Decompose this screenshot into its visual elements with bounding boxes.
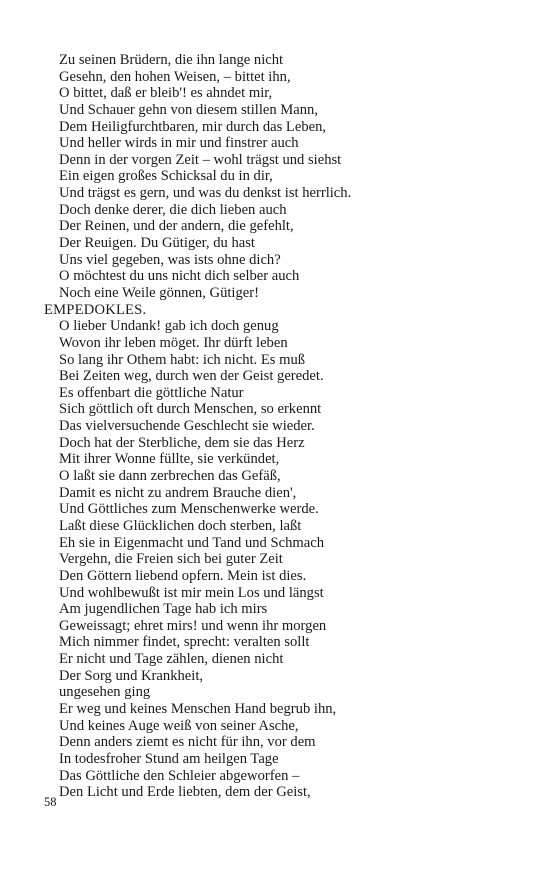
verse-line: Ein eigen großes Schicksal du in dir, xyxy=(59,168,273,185)
verse-line: O möchtest du uns nicht dich selber auch xyxy=(59,268,300,285)
verse-line: Das vielversuchende Geschlecht sie wieder. xyxy=(59,418,315,435)
verse-line: Und wohlbewußt ist mir mein Los und längst xyxy=(59,584,324,601)
verse-line: Wovon ihr leben möget. Ihr dürft leben xyxy=(59,334,288,351)
verse-line: Den Göttern liebend opfern. Mein ist dies. xyxy=(59,567,307,584)
verse-line: Und Göttliches zum Menschenwerke werde. xyxy=(59,501,319,518)
verse-line: Damit es nicht zu andrem Brauche dien', xyxy=(59,484,297,501)
verse-line: Eh sie in Eigenmacht und Tand und Schmach xyxy=(59,534,324,551)
verse-text-block xyxy=(44,52,524,801)
verse-line: Und keines Auge weiß von seiner Asche, xyxy=(59,717,299,734)
verse-line: Sich göttlich oft durch Menschen, so erkennt xyxy=(59,401,322,418)
verse-line: Und trägst es gern, und was du denkst ist herrlich. xyxy=(59,185,352,202)
verse-line: Noch eine Weile gönnen, Gütiger! xyxy=(59,284,259,301)
verse-line: O bittet, daß er bleib'! es ahndet mir, xyxy=(59,85,273,102)
verse-line: Denn anders ziemt es nicht für ihn, vor dem xyxy=(59,734,316,751)
verse-line: Der Sorg und Krankheit, xyxy=(59,667,204,684)
verse-line: ungesehen ging xyxy=(59,684,151,701)
verse-line: Bei Zeiten weg, durch wen der Geist geredet. xyxy=(59,368,324,385)
verse-line: Gesehn, den hohen Weisen, – bittet ihn, xyxy=(59,68,291,85)
verse-line: Es offenbart die göttliche Natur xyxy=(59,384,244,401)
verse-line: Doch hat der Sterbliche, dem sie das Herz xyxy=(59,434,305,451)
verse-line: Denn in der vorgen Zeit – wohl trägst und siehst xyxy=(59,151,342,168)
verse-line: O laßt sie dann zerbrechen das Gefäß, xyxy=(59,468,281,485)
verse-line: Uns viel gegeben, was ists ohne dich? xyxy=(59,251,281,268)
verse-line: Und heller wirds in mir und finstrer auch xyxy=(59,135,299,152)
verse-line: Er weg und keines Menschen Hand begrub ihn, xyxy=(59,700,337,717)
verse-line: Mich nimmer findet, sprecht: veralten sollt xyxy=(59,634,310,651)
verse-line: Doch denke derer, die dich lieben auch xyxy=(59,201,287,218)
verse-line: Laßt diese Glücklichen doch sterben, laßt xyxy=(59,517,302,534)
verse-line: Geweissagt; ehret mirs! und wenn ihr morgen xyxy=(59,617,327,634)
verse-line: Mit ihrer Wonne füllte, sie verkündet, xyxy=(59,451,280,468)
verse-line: Vergehn, die Freien sich bei guter Zeit xyxy=(59,551,283,568)
verse-line: Der Reuigen. Du Gütiger, du hast xyxy=(59,235,255,252)
verse-line: Am jugendlichen Tage hab ich mirs xyxy=(59,601,268,618)
verse-line: Dem Heiligfurchtbaren, mir durch das Leben, xyxy=(59,118,327,135)
speaker-name: EMPEDOKLES. xyxy=(44,301,147,318)
verse-line: So lang ihr Othem habt: ich nicht. Es muß xyxy=(59,351,306,368)
verse-line: Der Reinen, und der andern, die gefehlt, xyxy=(59,218,294,235)
verse-line: Er nicht und Tage zählen, dienen nicht xyxy=(59,651,284,668)
verse-line: Zu seinen Brüdern, die ihn lange nicht xyxy=(59,52,284,68)
verse-line: Das Göttliche den Schleier abgeworfen – xyxy=(59,767,300,784)
verse-line: Und Schauer gehn von diesem stillen Mann, xyxy=(59,101,318,118)
page-number: 58 xyxy=(44,795,57,809)
verse-line: O lieber Undank! gab ich doch genug xyxy=(59,318,279,335)
verse-line: Den Licht und Erde liebten, dem der Geist, xyxy=(59,784,311,801)
verse-line: In todesfroher Stund am heilgen Tage xyxy=(59,750,279,767)
